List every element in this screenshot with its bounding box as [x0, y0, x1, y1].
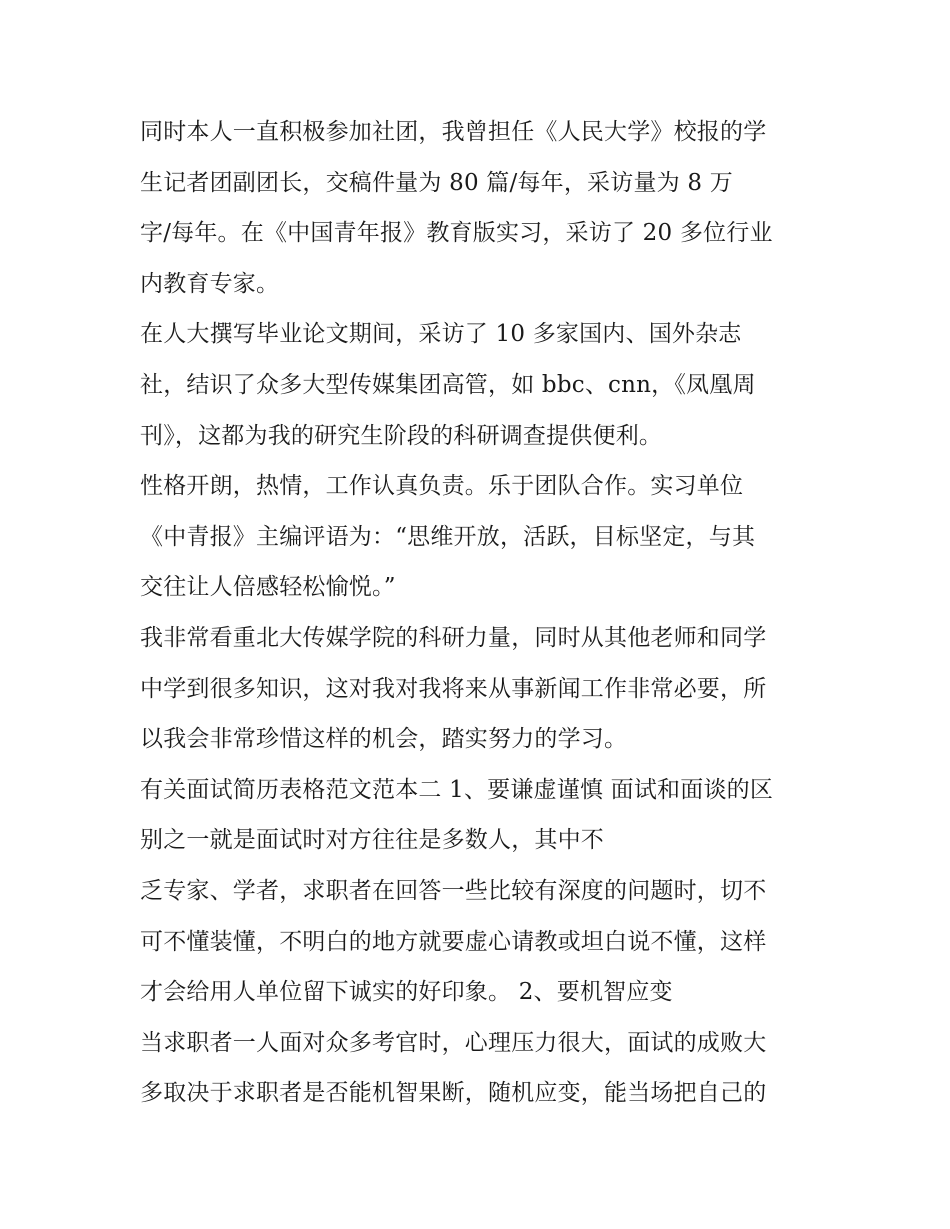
text-line: 中学到很多知识，这对我对我将来从事新闻工作非常必要，所: [140, 675, 767, 702]
text-line: 生记者团副团长，交稿件量为 80 篇/每年，采访量为 8 万: [140, 169, 733, 196]
text-line: 多取决于求职者是否能机智果断，随机应变，能当场把自己的: [140, 1080, 767, 1107]
text-line: 《中青报》主编评语为：“思维开放，活跃，目标坚定，与其: [140, 523, 756, 550]
text-line: 有关面试简历表格范文范本二 1、要谦虚谨慎 面试和面谈的区: [140, 776, 774, 803]
text-line: 当求职者一人面对众多考官时，心理压力很大，面试的成败大: [140, 1029, 767, 1056]
text-line: 才会给用人单位留下诚实的好印象。 2、要机智应变: [140, 979, 673, 1006]
text-line: 别之一就是面试时对方往往是多数人，其中不: [140, 827, 604, 854]
body-text: [140, 107, 840, 1119]
text-line: 在人大撰写毕业论文期间，采访了 10 多家国内、国外杂志: [140, 321, 742, 348]
text-line: 乏专家、学者，求职者在回答一些比较有深度的问题时，切不: [140, 877, 767, 904]
text-line: 性格开朗，热情，工作认真负责。乐于团队合作。实习单位: [140, 473, 744, 500]
text-line: 刊》，这都为我的研究生阶段的科研调查提供便利。: [140, 422, 663, 449]
text-line: 内教育专家。: [140, 270, 280, 297]
text-line: 我非常看重北大传媒学院的科研力量，同时从其他老师和同学: [140, 624, 767, 651]
text-line: 字/每年。在《中国青年报》教育版实习，采访了 20 多位行业: [140, 220, 773, 247]
text-line: 同时本人一直积极参加社团，我曾担任《人民大学》校报的学: [140, 119, 767, 145]
text-line: 社，结识了众多大型传媒集团高管，如 bbc、cnn，《凤凰周: [140, 371, 756, 398]
text-line: 交往让人倍感轻松愉悦。”: [140, 574, 396, 601]
text-line: 可不懂装懂，不明白的地方就要虚心请教或坦白说不懂，这样: [140, 928, 767, 955]
text-line: 以我会非常珍惜这样的机会，踏实努力的学习。: [140, 726, 628, 753]
